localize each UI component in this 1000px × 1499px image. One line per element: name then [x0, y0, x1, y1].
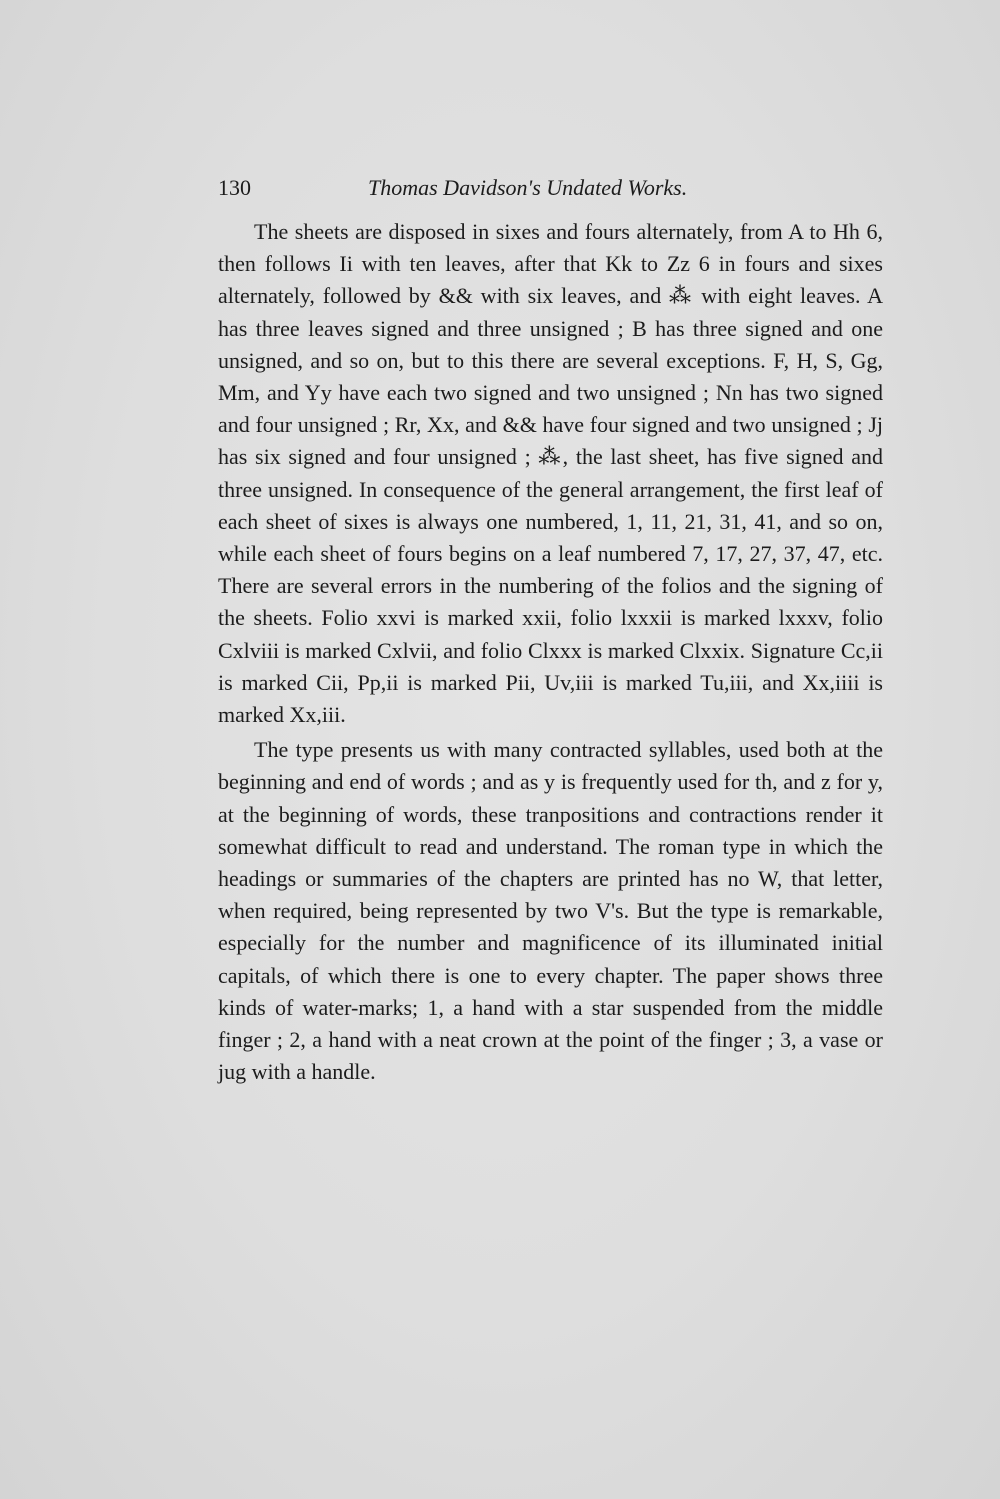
body-text: [218, 216, 883, 1088]
running-head: [218, 170, 883, 206]
page-number: 130: [218, 175, 251, 200]
paragraph-sheets: The sheets are disposed in sixes and fours alternately, from A to Hh 6, then follows Ii with ten leaves, after that Kk to Zz 6 in fours and sixes alternately, followed by && with six leaves, and ⁂ with eight leaves. A has three leaves signed and three unsigned ; B has three signed and one unsigned, and so on, but to this there are several exceptions. F, H, S, Gg, Mm, and Yy have each two signed and two unsigned ; Nn has two signed and four unsigned ; Rr, Xx, and && have four signed and two unsigned ; Jj has six signed and four unsigned ; ⁂, the last sheet, has five signed and three unsigned. In consequence of the general arrangement, the first leaf of each sheet of sixes is always one numbered, 1, 11, 21, 31, 41, and so on, while each sheet of fours begins on a leaf numbered 7, 17, 27, 37, 47, etc. There are several errors in the numbering of the folios and the signing of the sheets. Folio xxvi is marked xxii, folio lxxxii is marked lxxxv, folio Cxlviii is marked Cxlvii, and folio Clxxx is marked Clxxix. Signature Cc,ii is marked Cii, Pp,ii is marked Pii, Uv,iii is marked Tu,iii, and Xx,iiii is marked Xx,iii.: [218, 219, 883, 728]
running-title: Thomas Davidson's Undated Works.: [368, 175, 688, 200]
paragraph-type: The type presents us with many contracted syllables, used both at the beginning and end of words ; and as y is frequently used for th, and z for y, at the beginning of words, these tranpositions and contractions render it somewhat difficult to read and understand. The roman type in which the headings or summaries of the chapters are printed has no W, that letter, when required, being represented by two V's. But the type is remarkable, especially for the number and magnificence of its illuminated initial capitals, of which there is one to every chapter. The paper shows three kinds of water-marks; 1, a hand with a star suspended from the middle finger ; 2, a hand with a neat crown at the point of the finger ; 3, a vase or jug with a handle.: [218, 737, 883, 1085]
